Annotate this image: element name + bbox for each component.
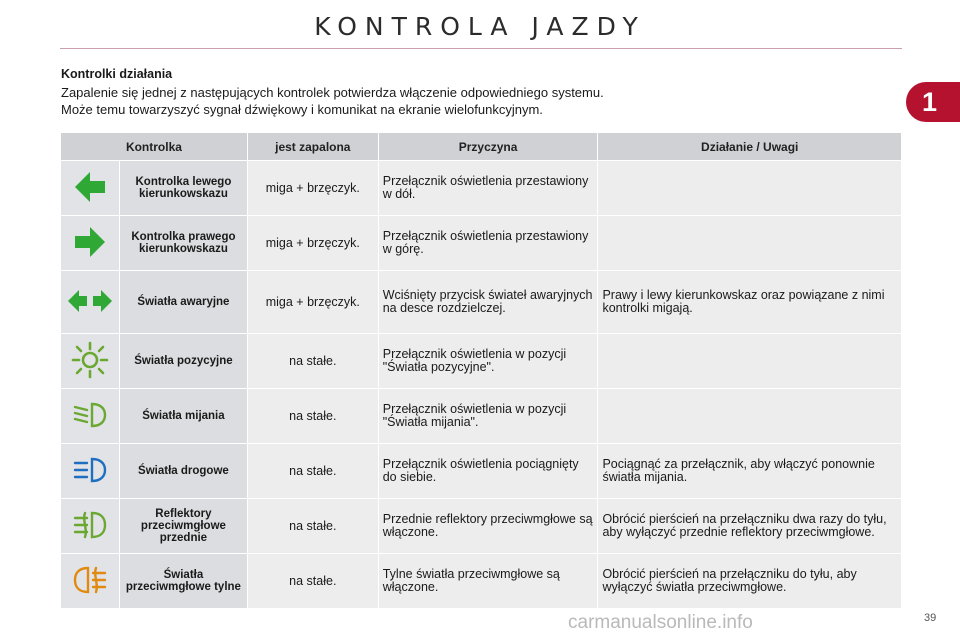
icon-cell — [61, 271, 120, 334]
intro-text-line-1: Zapalenie się jednej z następujących kontrolek potwierdza włączenie odpowiedniego systemu. — [61, 85, 604, 100]
light-name: Reflektory przeciwmgłowe przednie — [119, 499, 247, 554]
light-action: Pociągnąć za przełącznik, aby włączyć ponownie światła mijania. — [598, 444, 902, 499]
table-row — [61, 161, 902, 216]
header-kontrolka: Kontrolka — [61, 133, 248, 161]
light-name: Światła pozycyjne — [119, 334, 247, 389]
table-header-row — [61, 133, 902, 161]
warning-lights-table — [60, 132, 902, 609]
light-state: na stałe. — [247, 334, 378, 389]
light-action — [598, 216, 902, 271]
table-row — [61, 389, 902, 444]
title-divider — [60, 48, 902, 49]
light-state: na stałe. — [247, 554, 378, 609]
header-dzialanie: Działanie / Uwagi — [598, 133, 902, 161]
icon-cell — [61, 161, 120, 216]
light-state: miga + brzęczyk. — [247, 216, 378, 271]
table-row — [61, 271, 902, 334]
light-cause: Przednie reflektory przeciwmgłowe są włączone. — [378, 499, 598, 554]
intro-section — [61, 66, 901, 118]
light-cause: Przełącznik oświetlenia przestawiony w dół. — [378, 161, 598, 216]
icon-cell — [61, 389, 120, 444]
header-jest-zapalona: jest zapalona — [247, 133, 378, 161]
light-action — [598, 389, 902, 444]
light-name: Kontrolka lewego kierunkowskazu — [119, 161, 247, 216]
light-name: Światła mijania — [119, 389, 247, 444]
header-przyczyna: Przyczyna — [378, 133, 598, 161]
dipped-beam-icon — [72, 401, 108, 432]
light-cause: Wciśnięty przycisk świateł awaryjnych na desce rozdzielczej. — [378, 271, 598, 334]
chapter-badge: 1 — [906, 82, 960, 122]
rear-fog-lamps-icon — [72, 565, 108, 598]
light-state: miga + brzęczyk. — [247, 271, 378, 334]
table-row — [61, 499, 902, 554]
light-action: Obrócić pierścień na przełączniku do tyłu, aby wyłączyć światła przeciwmgłowe. — [598, 554, 902, 609]
icon-cell — [61, 499, 120, 554]
light-action — [598, 161, 902, 216]
light-state: na stałe. — [247, 499, 378, 554]
light-name: Światła przeciwmgłowe tylne — [119, 554, 247, 609]
light-cause: Tylne światła przeciwmgłowe są włączone. — [378, 554, 598, 609]
table-row — [61, 444, 902, 499]
icon-cell — [61, 216, 120, 271]
light-action: Obrócić pierścień na przełączniku dwa razy do tyłu, aby wyłączyć przednie reflektory przeciwmgłowe. — [598, 499, 902, 554]
light-cause: Przełącznik oświetlenia w pozycji "Światła pozycyjne". — [378, 334, 598, 389]
light-cause: Przełącznik oświetlenia przestawiony w górę. — [378, 216, 598, 271]
page-title: KONTROLA JAZDY — [314, 12, 646, 41]
light-action: Prawy i lewy kierunkowskaz oraz powiązane z nimi kontrolki migają. — [598, 271, 902, 334]
light-state: na stałe. — [247, 389, 378, 444]
intro-text-line-2: Może temu towarzyszyć sygnał dźwiękowy i komunikat na ekranie wielofunkcyjnym. — [61, 102, 543, 117]
icon-cell — [61, 334, 120, 389]
light-state: na stałe. — [247, 444, 378, 499]
hazard-lights-icon — [67, 288, 113, 317]
light-cause: Przełącznik oświetlenia w pozycji "Światła mijania". — [378, 389, 598, 444]
right-turn-indicator-icon — [73, 225, 107, 262]
icon-cell — [61, 554, 120, 609]
main-beam-icon — [72, 456, 108, 487]
icon-cell — [61, 444, 120, 499]
light-action — [598, 334, 902, 389]
light-name: Kontrolka prawego kierunkowskazu — [119, 216, 247, 271]
intro-heading: Kontrolki działania — [61, 67, 173, 81]
left-turn-indicator-icon — [73, 170, 107, 207]
page-number: 39 — [924, 612, 937, 624]
table-row — [61, 554, 902, 609]
table-row — [61, 216, 902, 271]
light-name: Światła awaryjne — [119, 271, 247, 334]
position-lights-icon — [70, 340, 110, 383]
light-name: Światła drogowe — [119, 444, 247, 499]
table-row — [61, 334, 902, 389]
watermark: carmanualsonline.info — [568, 612, 753, 633]
front-fog-lamps-icon — [72, 510, 108, 543]
light-cause: Przełącznik oświetlenia pociągnięty do siebie. — [378, 444, 598, 499]
light-state: miga + brzęczyk. — [247, 161, 378, 216]
